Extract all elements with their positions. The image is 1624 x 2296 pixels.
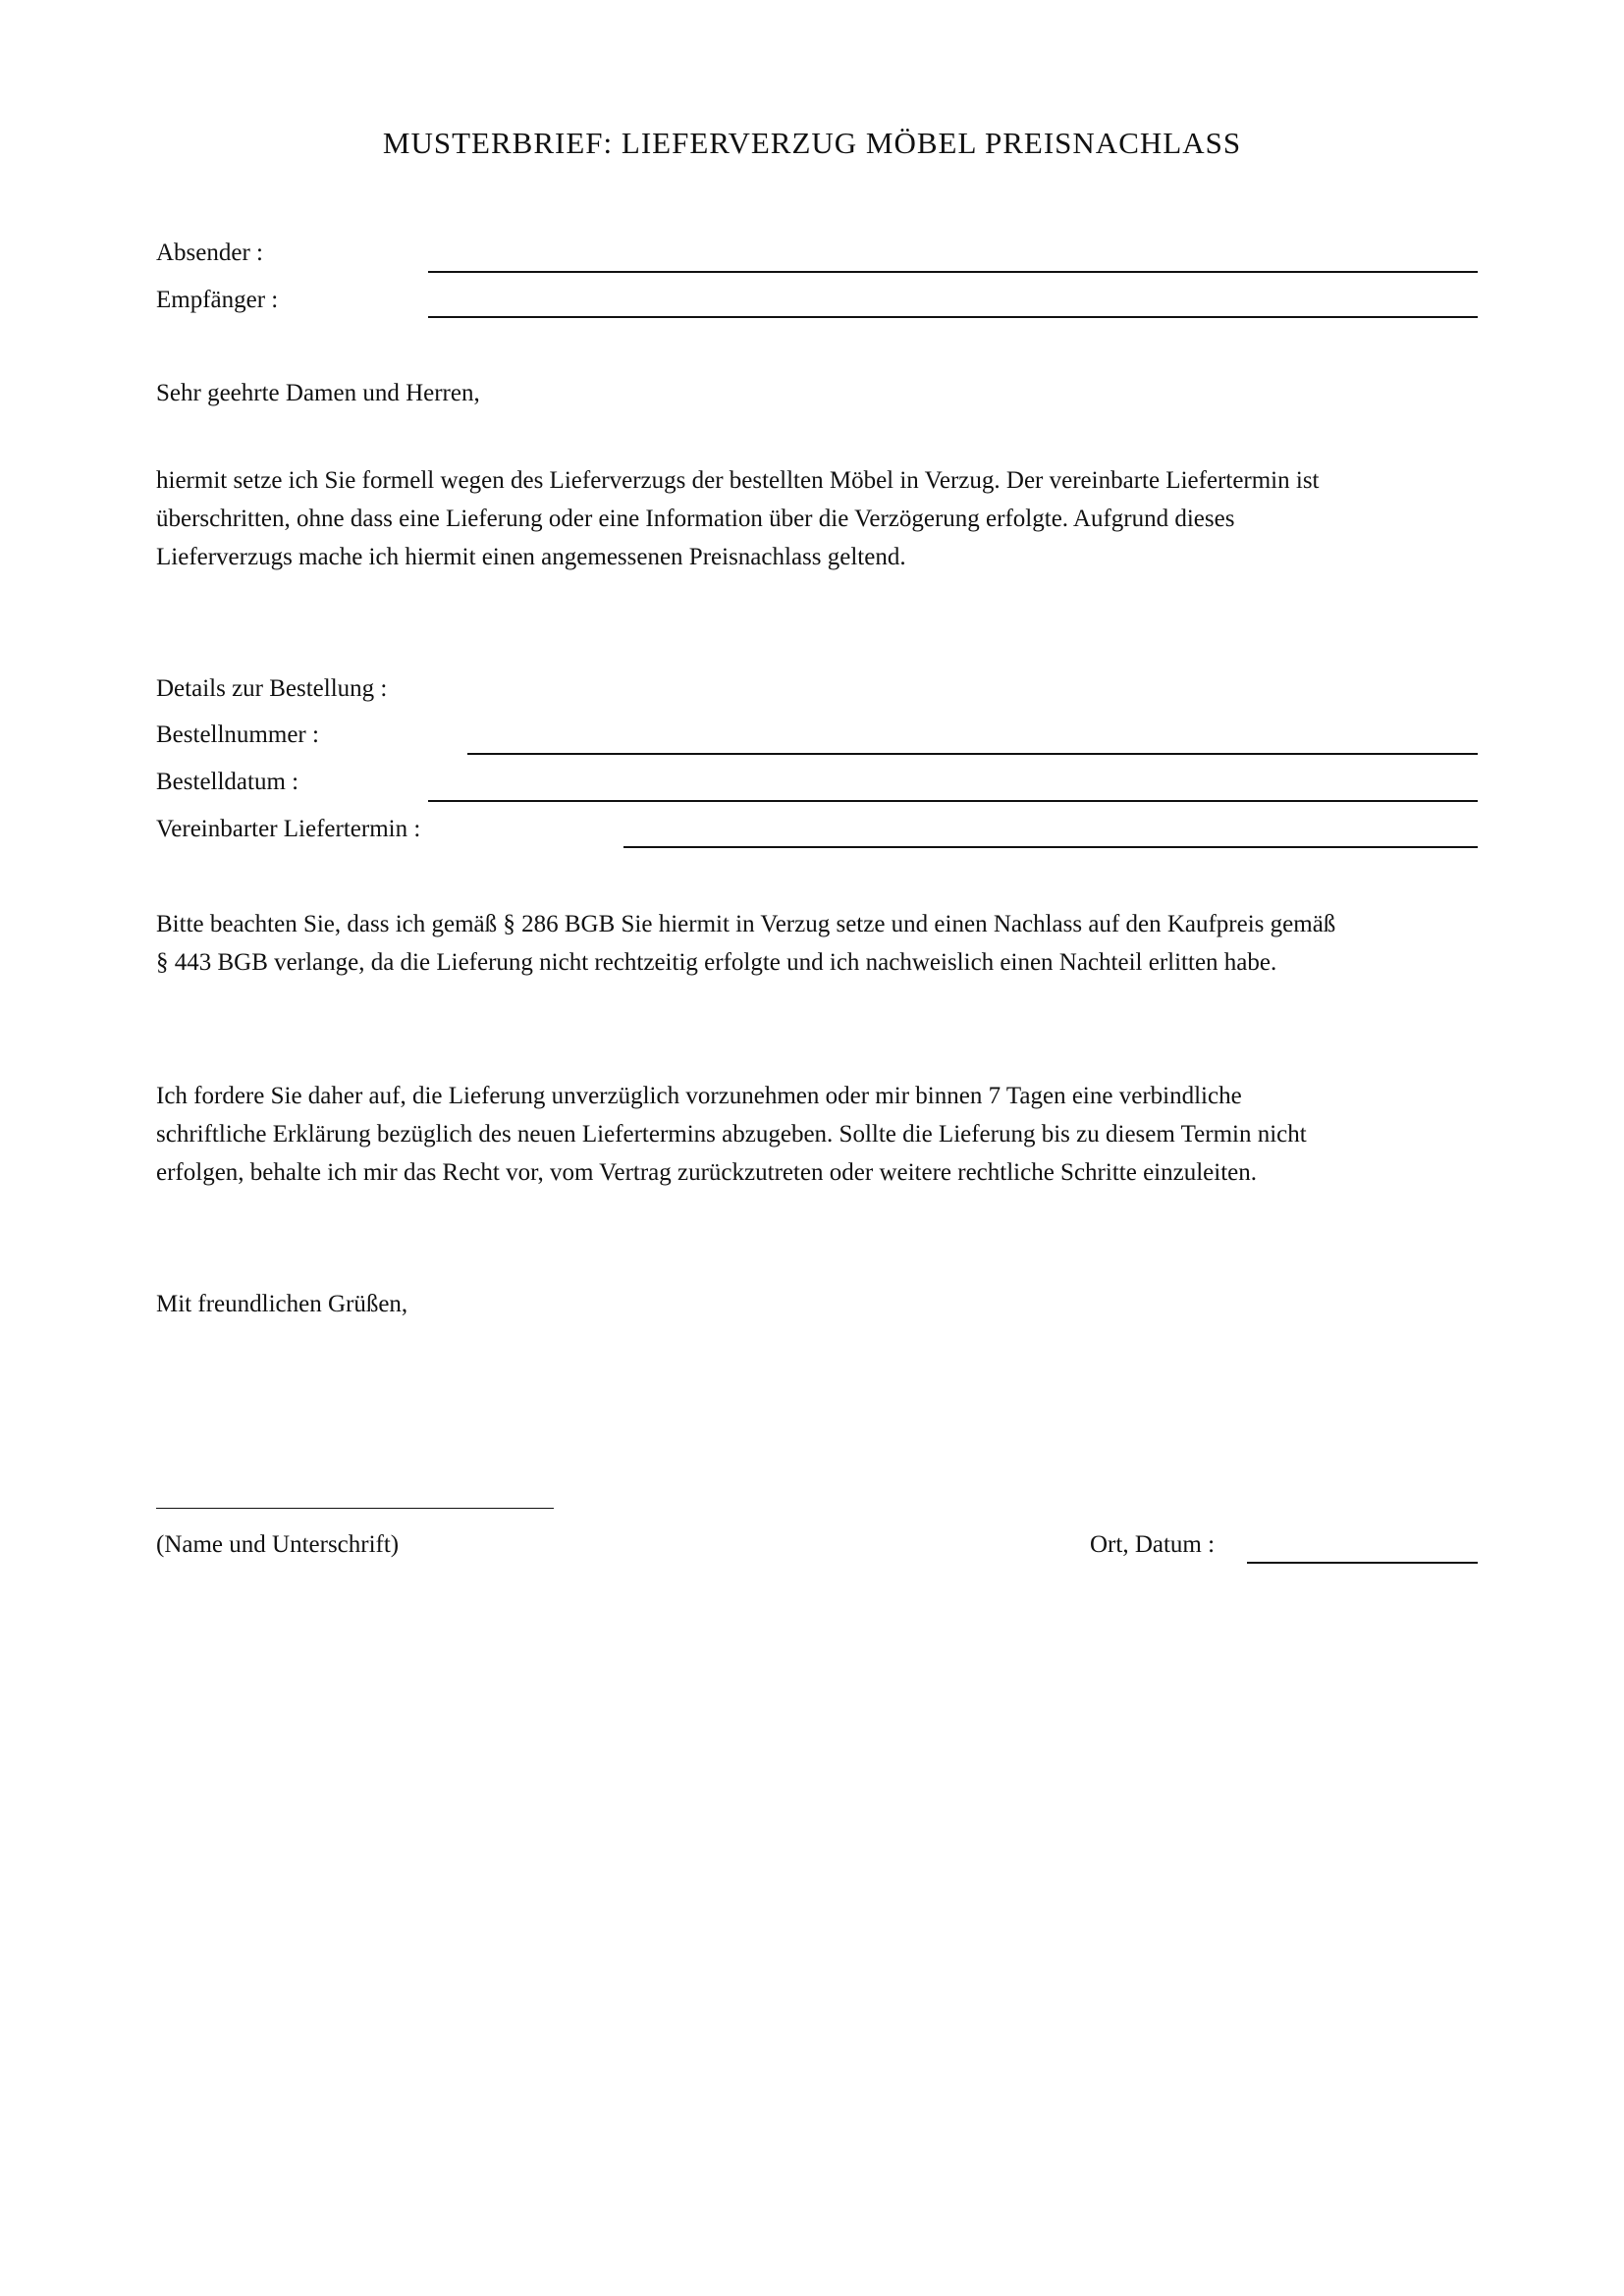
demand-paragraph	[156, 1077, 1491, 1192]
intro-line: überschritten, ohne dass eine Lieferung oder eine Information über die Verzögerung erfolgte. Aufgrund dieses	[156, 506, 1235, 532]
place-date-line[interactable]	[1247, 1562, 1478, 1564]
recipient-label: Empfänger :	[156, 287, 279, 313]
place-date-label: Ort, Datum :	[1090, 1531, 1216, 1558]
legal-paragraph	[156, 905, 1491, 982]
delivery-date-line[interactable]	[623, 846, 1478, 848]
intro-paragraph	[156, 461, 1491, 576]
sender-label: Absender :	[156, 240, 263, 266]
legal-line: § 443 BGB verlange, da die Lieferung nicht rechtzeitig erfolgte und ich nachweislich einen Nachteil erlitten habe.	[156, 949, 1277, 976]
order-date-line[interactable]	[428, 800, 1478, 802]
legal-line: Bitte beachten Sie, dass ich gemäß § 286 BGB Sie hiermit in Verzug setze und einen Nachlass auf den Kaufpreis gemäß	[156, 911, 1336, 937]
order-date-label: Bestelldatum :	[156, 769, 299, 795]
demand-line: schriftliche Erklärung bezüglich des neuen Liefertermins abzugeben. Sollte die Lieferung bis zu diesem Termin nicht	[156, 1121, 1307, 1148]
recipient-line[interactable]	[428, 316, 1478, 318]
signature-label: (Name und Unterschrift)	[156, 1531, 400, 1558]
demand-line: erfolgen, behalte ich mir das Recht vor, vom Vertrag zurückzutreten oder weitere rechtliche Schritte einzuleiten.	[156, 1159, 1257, 1186]
demand-line: Ich fordere Sie daher auf, die Lieferung unverzüglich vorzunehmen oder mir binnen 7 Tagen eine verbindliche	[156, 1083, 1242, 1109]
intro-line: hiermit setze ich Sie formell wegen des Lieferverzugs der bestellten Möbel in Verzug. Der vereinbarte Liefertermin ist	[156, 467, 1320, 494]
order-number-line[interactable]	[467, 753, 1478, 755]
order-details-heading: Details zur Bestellung :	[156, 675, 388, 702]
signature-line[interactable]	[156, 1508, 554, 1509]
order-number-label: Bestellnummer :	[156, 721, 319, 748]
salutation: Sehr geehrte Damen und Herren,	[156, 380, 480, 406]
sender-line[interactable]	[428, 271, 1478, 273]
document-title: MUSTERBRIEF: LIEFERVERZUG MÖBEL PREISNACHLASS	[382, 126, 1242, 160]
closing: Mit freundlichen Grüßen,	[156, 1291, 408, 1317]
delivery-date-label: Vereinbarter Liefertermin :	[156, 816, 421, 842]
intro-line: Lieferverzugs mache ich hiermit einen angemessenen Preisnachlass geltend.	[156, 544, 906, 570]
